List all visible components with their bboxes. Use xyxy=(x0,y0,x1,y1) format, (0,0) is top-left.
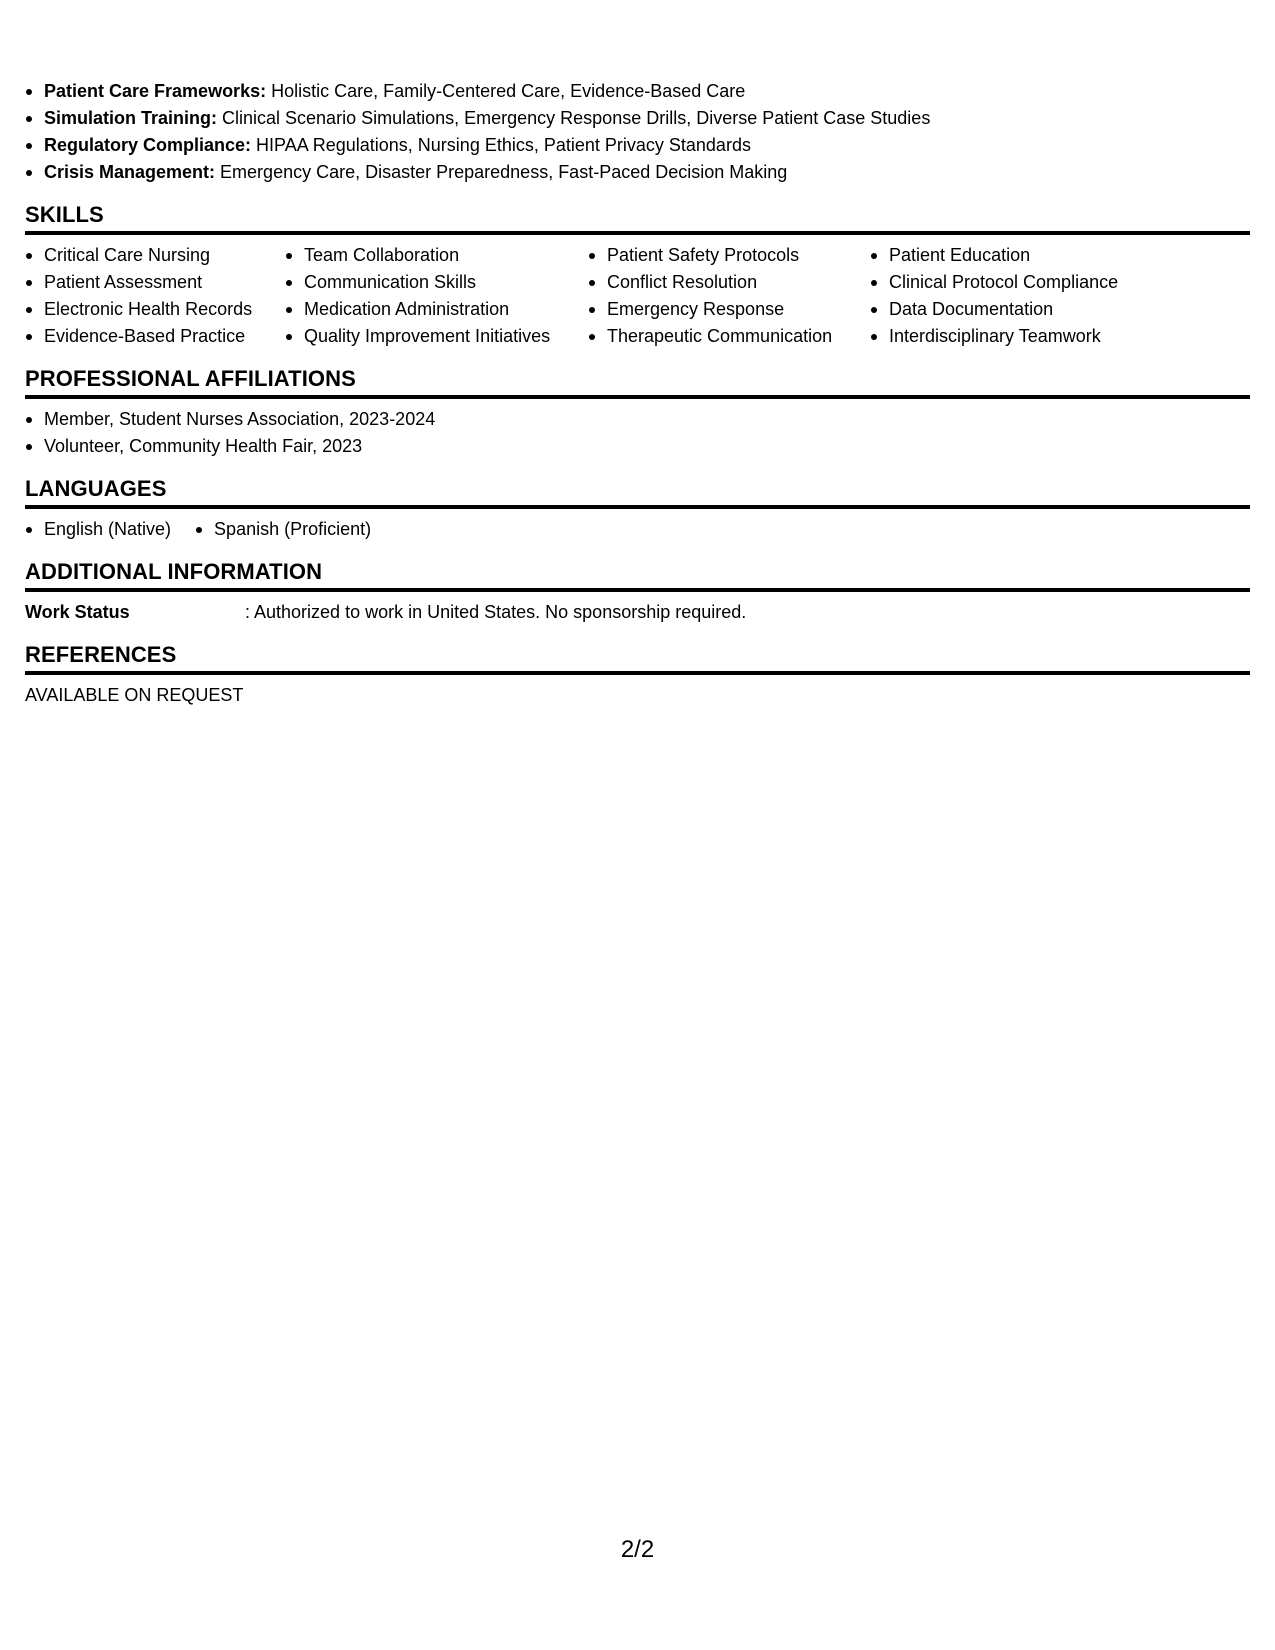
language-item: Spanish (Proficient) xyxy=(195,516,371,543)
skill-item: Conflict Resolution xyxy=(588,269,870,296)
skill-item: Data Documentation xyxy=(870,296,1230,323)
focus-text: HIPAA Regulations, Nursing Ethics, Patient Privacy Standards xyxy=(251,135,751,155)
skills-column-2 xyxy=(285,242,588,350)
skills-grid xyxy=(25,242,1250,350)
references-text: AVAILABLE ON REQUEST xyxy=(25,685,244,705)
skill-item: Communication Skills xyxy=(285,269,588,296)
affiliations-list xyxy=(25,406,1250,460)
skill-item: Patient Education xyxy=(870,242,1230,269)
focus-text: Emergency Care, Disaster Preparedness, Fast-Paced Decision Making xyxy=(215,162,788,182)
work-status-row xyxy=(25,599,1250,626)
list-item xyxy=(25,159,1250,186)
skill-item: Interdisciplinary Teamwork xyxy=(870,323,1230,350)
list-item xyxy=(25,105,1250,132)
section-title-affiliations: PROFESSIONAL AFFILIATIONS xyxy=(25,366,1250,399)
skill-item: Evidence-Based Practice xyxy=(25,323,285,350)
skill-item: Medication Administration xyxy=(285,296,588,323)
skill-item: Clinical Protocol Compliance xyxy=(870,269,1230,296)
affiliations-section xyxy=(25,366,1250,460)
focus-text: Holistic Care, Family-Centered Care, Evidence-Based Care xyxy=(266,81,746,101)
skills-column-1 xyxy=(25,242,285,350)
skills-column-4 xyxy=(870,242,1230,350)
list-item: Volunteer, Community Health Fair, 2023 xyxy=(25,433,1250,460)
section-title-additional: ADDITIONAL INFORMATION xyxy=(25,559,1250,592)
skills-section xyxy=(25,202,1250,350)
skill-item: Therapeutic Communication xyxy=(588,323,870,350)
page-number: 2/2 xyxy=(620,1536,655,1563)
section-title-skills: SKILLS xyxy=(25,202,1250,235)
skill-item: Patient Safety Protocols xyxy=(588,242,870,269)
additional-info-section xyxy=(25,559,1250,626)
section-title-references: REFERENCES xyxy=(25,642,1250,675)
focus-label: Patient Care Frameworks: xyxy=(44,81,267,101)
focus-list xyxy=(25,78,1250,186)
work-status-value: : Authorized to work in United States. No sponsorship required. xyxy=(245,602,747,622)
skill-item: Quality Improvement Initiatives xyxy=(285,323,588,350)
list-item xyxy=(25,78,1250,105)
skill-item: Electronic Health Records xyxy=(25,296,285,323)
focus-text: Clinical Scenario Simulations, Emergency Response Drills, Diverse Patient Case Studies xyxy=(217,108,931,128)
skill-item: Patient Assessment xyxy=(25,269,285,296)
list-item: Member, Student Nurses Association, 2023-2024 xyxy=(25,406,1250,433)
languages-list xyxy=(25,516,1250,543)
focus-label: Regulatory Compliance: xyxy=(44,135,252,155)
skill-item: Team Collaboration xyxy=(285,242,588,269)
list-item xyxy=(25,132,1250,159)
skill-item: Critical Care Nursing xyxy=(25,242,285,269)
skill-item: Emergency Response xyxy=(588,296,870,323)
focus-label: Simulation Training: xyxy=(44,108,218,128)
references-section xyxy=(25,642,1250,709)
section-title-languages: LANGUAGES xyxy=(25,476,1250,509)
work-status-label: Work Status xyxy=(25,602,130,622)
languages-section xyxy=(25,476,1250,543)
language-item: English (Native) xyxy=(25,516,171,543)
focus-label: Crisis Management: xyxy=(44,162,216,182)
resume-page-2 xyxy=(25,78,1250,709)
skills-column-3 xyxy=(588,242,870,350)
